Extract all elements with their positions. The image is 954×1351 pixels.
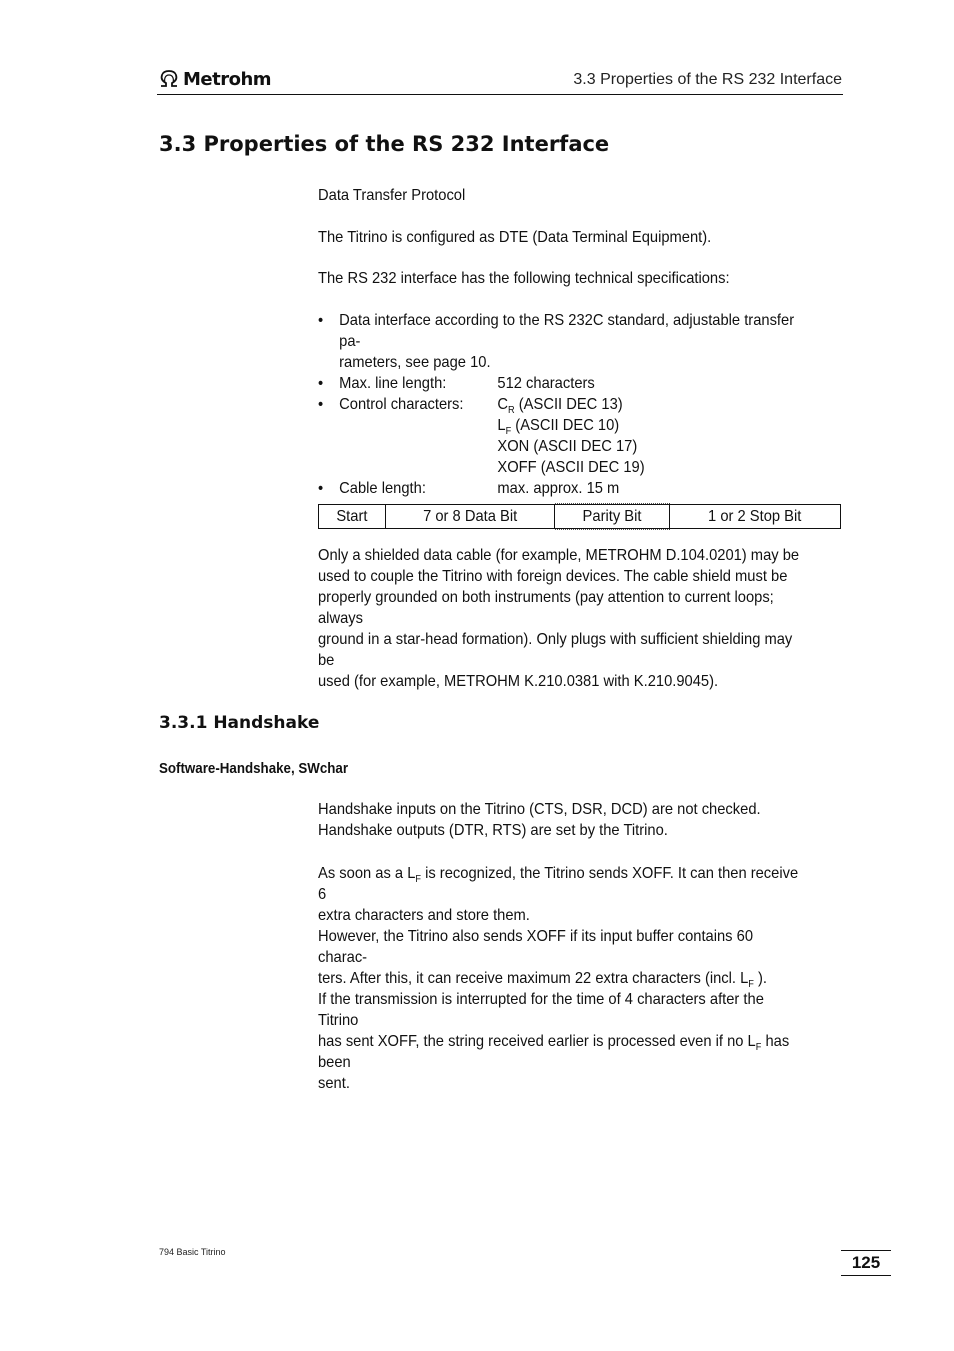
data-frame-diagram xyxy=(318,504,841,529)
list-item: • Control characters: $C_R$ (ASCII DEC 13) $L_F$ (ASCII DEC 10) XON (ASCII DEC 17) XOFF (ASCII DEC 19) xyxy=(318,394,806,478)
frame-cell-parity: Parity Bit xyxy=(555,503,670,530)
control-char-lf: $L_F$ (ASCII DEC 10) xyxy=(497,417,620,438)
handshake-paragraph-2: As soon as a $L_F$ is recognized, the Titrino sends XOFF. It can then receive 6 extra characters and store them. However, the Titrino also sends XOFF if its input buffer contains 60 charac- ters. After this, it can receive maximum 22 extra characters (incl. $L_F$ ). If the transmission is interrupted for the time of 4 characters after the Titrino has sent XOFF, the string received earlier is processed even if no $L_F$ has been sent. xyxy=(318,865,799,1092)
spec-intro-paragraph: The RS 232 interface has the following technical specifications: xyxy=(318,270,730,287)
intro-text: Data Transfer Protocol xyxy=(318,187,466,204)
subsubsection-heading: Software-Handshake, SWchar xyxy=(159,761,349,777)
logo-text: Metrohm xyxy=(183,68,272,90)
page-number: 125 xyxy=(841,1250,891,1276)
metrohm-logo xyxy=(158,66,271,92)
section-heading: 3.3 Properties of the RS 232 Interface xyxy=(159,132,610,156)
handshake-paragraph-1: Handshake inputs on the Titrino (CTS, DSR, DCD) are not checked. Handshake outputs (DTR, RTS) are set by the Titrino. xyxy=(318,801,761,839)
footer-product-name: 794 Basic Titrino xyxy=(159,1247,226,1257)
list-item: • Max. line length: 512 characters xyxy=(318,375,595,392)
frame-cell-data-bits: 7 or 8 Data Bit xyxy=(386,505,555,528)
cable-paragraph: Only a shielded data cable (for example, METROHM D.104.0201) may be used to couple the Titrino with foreign devices. The cable shield must be properly grounded on both instruments (pay attention to current loops; always ground in a star-head formation). Only plugs with sufficient shielding may be used (for example, METROHM K.210.0381 with K.210.9045). xyxy=(318,547,800,690)
spec-list xyxy=(318,310,806,499)
dte-paragraph: The Titrino is configured as DTE (Data Terminal Equipment). xyxy=(318,229,712,246)
control-char-xoff: XOFF (ASCII DEC 19) xyxy=(497,459,645,476)
subsection-heading: 3.3.1 Handshake xyxy=(159,713,320,733)
header-rule xyxy=(157,94,843,95)
control-char-xon: XON (ASCII DEC 17) xyxy=(497,438,638,455)
list-item: • Data interface according to the RS 232C standard, adjustable transfer pa- rameters, see page 10. xyxy=(318,312,795,371)
omega-logo-icon xyxy=(158,70,180,88)
control-char-cr: $C_R$ (ASCII DEC 13) xyxy=(497,396,623,417)
frame-cell-start: Start xyxy=(319,505,386,528)
frame-cell-stop-bits: 1 or 2 Stop Bit xyxy=(708,507,802,525)
list-item: • Cable length: max. approx. 15 m xyxy=(318,480,620,497)
running-header: 3.3 Properties of the RS 232 Interface xyxy=(573,71,842,88)
